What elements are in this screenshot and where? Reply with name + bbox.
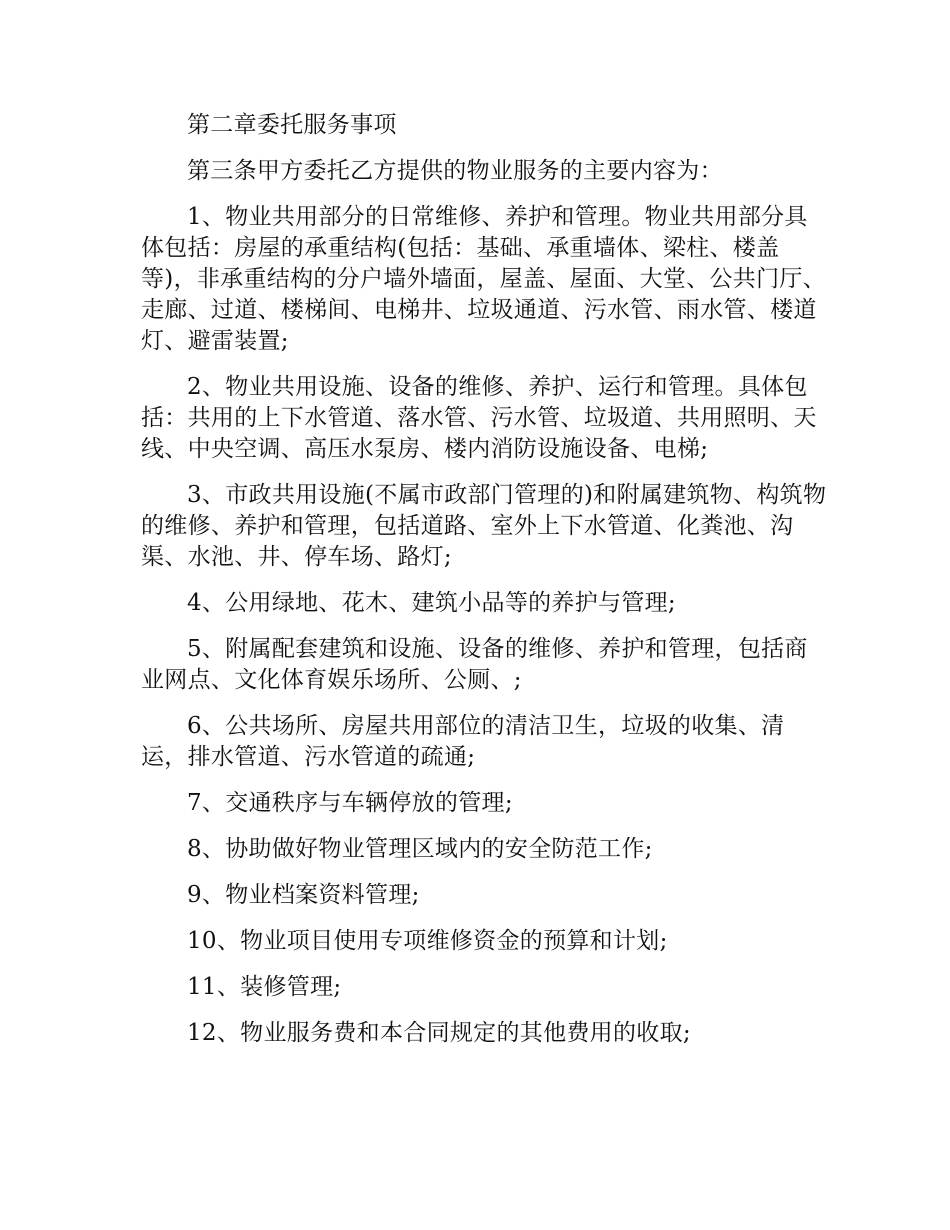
service-item-6: 6、公共场所、房屋共用部位的清洁卫生，垃圾的收集、清运，排水管道、污水管道的疏通; xyxy=(141,713,785,770)
document-body xyxy=(141,110,831,1064)
service-item-10: 10、物业项目使用专项维修资金的预算和计划; xyxy=(187,928,668,954)
chapter-heading: 第二章委托服务事项 xyxy=(187,112,397,138)
service-item-5: 5、附属配套建筑和设施、设备的维修、养护和管理，包括商业网点、文化体育娱乐场所、公厕、; xyxy=(141,636,808,693)
service-item-11: 11、装修管理; xyxy=(187,974,342,1000)
service-item-1: 1、物业共用部分的日常维修、养护和管理。物业共用部分具体包括：房屋的承重结构(包括：基础、承重墙体、梁柱、楼盖等)，非承重结构的分户墙外墙面，屋盖、屋面、大堂、公共门厅、走廊、过道、楼梯间、电梯井、垃圾通道、污水管、雨水管、楼道灯、避雷装置; xyxy=(141,204,826,354)
service-item-12: 12、物业服务费和本合同规定的其他费用的收取; xyxy=(187,1020,691,1046)
service-item-9: 9、物业档案资料管理; xyxy=(187,882,420,908)
service-item-7: 7、交通秩序与车辆停放的管理; xyxy=(187,790,513,816)
article-intro: 第三条甲方委托乙方提供的物业服务的主要内容为： xyxy=(187,158,723,184)
service-item-8: 8、协助做好物业管理区域内的安全防范工作; xyxy=(187,836,653,862)
service-item-2: 2、物业共用设施、设备的维修、养护、运行和管理。具体包括：共用的上下水管道、落水管、污水管、垃圾道、共用照明、天线、中央空调、高压水泵房、楼内消防设施设备、电梯; xyxy=(141,374,817,462)
service-item-4: 4、公用绿地、花木、建筑小品等的养护与管理; xyxy=(187,590,676,616)
service-item-3: 3、市政共用设施(不属市政部门管理的)和附属建筑物、构筑物的维修、养护和管理，包括道路、室外上下水管道、化粪池、沟渠、水池、井、停车场、路灯; xyxy=(141,482,827,570)
